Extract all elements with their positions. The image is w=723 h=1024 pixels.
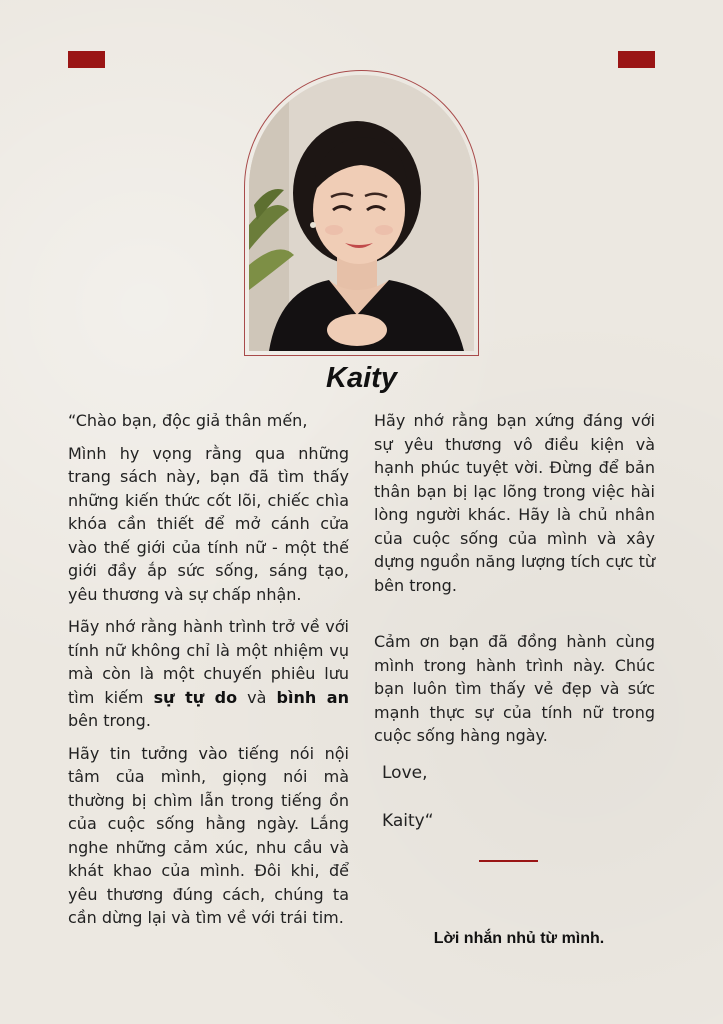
corner-decoration-right [618, 51, 655, 68]
letter-paragraph-1: Mình hy vọng rằng qua những trang sách này, bạn đã tìm thấy những kiến thức cốt lõi, chiếc chìa khóa cần thiết để mở cánh cửa vào thế giới của tính nữ - một thế giới đầy ắp sức sống, sáng tạo, yêu thương và sự chấp nhận. [68, 443, 349, 604]
letter-left-column [68, 409, 349, 939]
letter-paragraph-5: Cảm ơn bạn đã đồng hành cùng mình trong hành trình này. Chúc bạn luôn tìm thấy vẻ đẹp và sức mạnh thực sự của tính nữ trong cuộc sống hàng ngày. [374, 632, 655, 745]
emphasis-peace: bình an [276, 687, 349, 707]
signoff-name: Kaity“ [382, 811, 434, 831]
signature-divider [479, 860, 538, 862]
letter-paragraph-2 [68, 615, 349, 733]
portrait-illustration [249, 75, 474, 351]
letter-paragraph-4: Hãy nhớ rằng bạn xứng đáng với sự yêu thương vô điều kiện và hạnh phúc tuyệt vời. Đừng để bản thân bạn bị lạc lõng trong việc hài lòng người khác. Hãy là chủ nhân của cuộc sống của mình và xây dựng nguồn năng lượng tích cực từ bên trong. [374, 411, 655, 595]
letter-paragraph-3: Hãy tin tưởng vào tiếng nói nội tâm của mình, giọng nói mà thường bị chìm lẫn trong tiếng ồn của cuộc sống hằng ngày. Lắng nghe những cảm xúc, nhu cầu và khát khao của mình. Đôi khi, để yêu thương đúng cách, chúng ta cần dừng lại và tìm về với trái tim. [68, 743, 349, 927]
signoff-love: Love, [382, 762, 428, 783]
para2-start: Hãy nhớ rằng hành trình trở về với tính nữ không chỉ là một nhiệm vụ mà còn là một chuyến phiêu lưu tìm kiếm [68, 617, 349, 707]
footer-note: Lời nhắn nhủ từ mình. [433, 930, 605, 947]
emphasis-freedom: sự tự do [153, 687, 238, 707]
para2-mid: và [237, 687, 277, 707]
letter-right-column [374, 409, 655, 834]
corner-decoration-left [68, 51, 105, 68]
para2-end: bên trong. [68, 711, 151, 730]
author-portrait [249, 75, 474, 351]
author-name: Kaity [326, 362, 397, 394]
greeting: “Chào bạn, độc giả thân mến, [68, 411, 308, 430]
